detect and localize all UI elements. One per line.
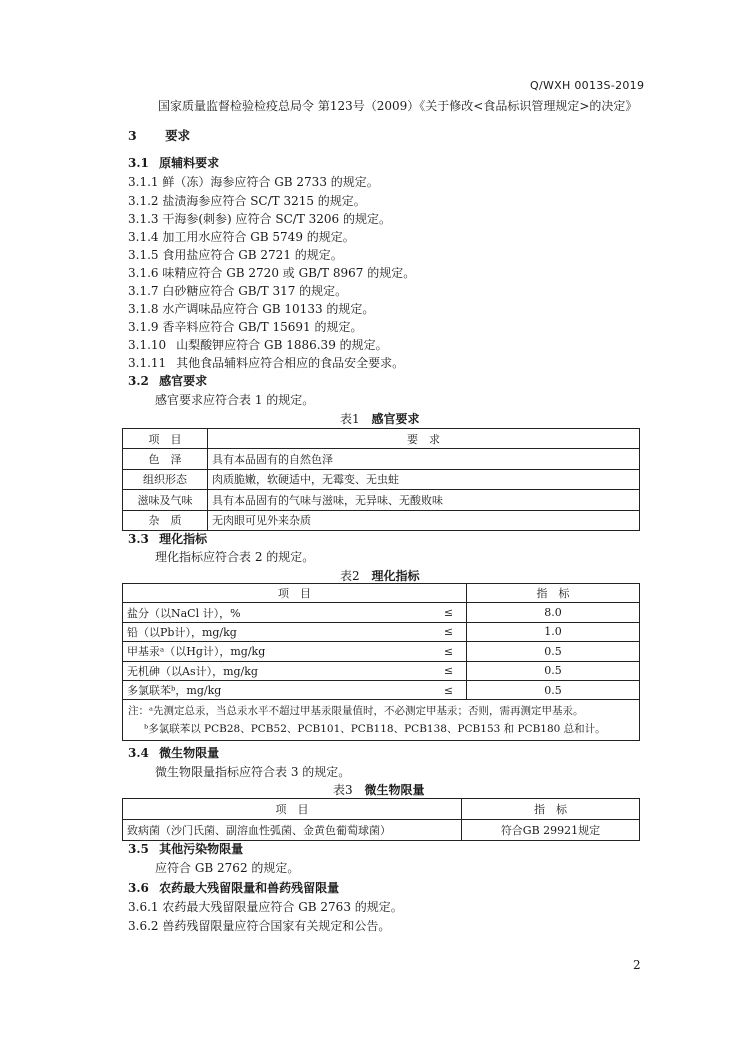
item-cell: 致病菌（沙门氏菌、副溶血性弧菌、金黄色葡萄球菌） bbox=[123, 820, 462, 841]
table-title: 感官要求 bbox=[371, 412, 420, 426]
item-cell: 色 泽 bbox=[123, 449, 208, 469]
standard-code: Q/WXH 0013S-2019 bbox=[530, 79, 645, 92]
table-row bbox=[123, 622, 640, 641]
value-cell: 符合GB 29921规定 bbox=[462, 820, 640, 841]
clause-3-1-6 bbox=[128, 264, 415, 281]
clause-text: 兽药残留限量应符合国家有关规定和公告。 bbox=[162, 919, 391, 933]
section-3-5-intro: 应符合 GB 2762 的规定。 bbox=[155, 861, 300, 875]
section-title: 原辅料要求 bbox=[159, 156, 220, 170]
requirement-cell: 肉质脆嫩，软硬适中，无霉变、无虫蛀 bbox=[208, 469, 640, 489]
clause-text: 白砂糖应符合 GB/T 317 的规定。 bbox=[162, 284, 348, 298]
item-cell: 无机砷（以As计），mg/kg bbox=[123, 661, 432, 680]
value-cell: 0.5 bbox=[467, 680, 640, 699]
clause-number: 3.1.10 bbox=[128, 338, 167, 352]
section-title: 感官要求 bbox=[159, 374, 208, 388]
operator-cell: ≤ bbox=[431, 661, 467, 680]
table-1-caption bbox=[340, 410, 419, 427]
clause-number: 3.1.1 bbox=[128, 175, 159, 189]
clause-text: 香辛料应符合 GB/T 15691 的规定。 bbox=[162, 320, 363, 334]
reference-line: 国家质量监督检验检疫总局令 第123号（2009）《关于修改<食品标识管理规定>的决定》 bbox=[158, 99, 638, 113]
section-number: 3.6 bbox=[128, 881, 149, 895]
clause-3-6-2 bbox=[128, 917, 390, 934]
requirement-cell: 具有本品固有的自然色泽 bbox=[208, 449, 640, 469]
table-number: 表1 bbox=[340, 412, 360, 426]
table-1-sensory bbox=[122, 428, 640, 531]
table-row bbox=[123, 680, 640, 699]
clause-text: 水产调味品应符合 GB 10133 的规定。 bbox=[162, 302, 375, 316]
value-cell: 0.5 bbox=[467, 661, 640, 680]
section-number: 3 bbox=[128, 128, 137, 143]
item-cell: 铅（以Pb计），mg/kg bbox=[123, 622, 432, 641]
table-row bbox=[123, 661, 640, 680]
table-header-row bbox=[123, 584, 640, 603]
section-number: 3.5 bbox=[128, 842, 149, 856]
section-number: 3.3 bbox=[128, 532, 149, 546]
clause-3-1-1 bbox=[128, 173, 379, 190]
table-title: 理化指标 bbox=[371, 569, 420, 583]
operator-cell: ≤ bbox=[431, 622, 467, 641]
section-3-3-intro: 理化指标应符合表 2 的规定。 bbox=[155, 550, 315, 564]
clause-number: 3.6.2 bbox=[128, 919, 159, 933]
clause-3-6-1 bbox=[128, 898, 403, 915]
clause-number: 3.1.2 bbox=[128, 194, 159, 208]
header-cell: 项 目 bbox=[123, 799, 462, 820]
section-3-4-intro: 微生物限量指标应符合表 3 的规定。 bbox=[155, 765, 351, 779]
clause-3-1-9 bbox=[128, 318, 362, 335]
requirement-cell: 具有本品固有的气味与滋味，无异味、无酸败味 bbox=[208, 490, 640, 510]
value-cell: 1.0 bbox=[467, 622, 640, 641]
header-cell: 项 目 bbox=[123, 584, 467, 603]
table-header-row bbox=[123, 799, 640, 820]
table-title: 微生物限量 bbox=[364, 783, 425, 797]
item-cell: 组织形态 bbox=[123, 469, 208, 489]
table-header-row bbox=[123, 429, 640, 449]
section-3-1-heading bbox=[128, 154, 219, 171]
section-3-heading bbox=[128, 126, 190, 144]
section-title: 其他污染物限量 bbox=[159, 842, 244, 856]
header-cell: 指 标 bbox=[462, 799, 640, 820]
clause-3-1-8 bbox=[128, 300, 374, 317]
table-2-physicochemical bbox=[122, 583, 640, 741]
clause-text: 山梨酸钾应符合 GB 1886.39 的规定。 bbox=[176, 338, 388, 352]
section-number: 3.4 bbox=[128, 746, 149, 760]
table-notes bbox=[123, 700, 640, 741]
clause-3-1-7 bbox=[128, 282, 347, 299]
header-cell: 项 目 bbox=[123, 429, 208, 449]
clause-3-1-10 bbox=[128, 336, 388, 353]
clause-text: 味精应符合 GB 2720 或 GB/T 8967 的规定。 bbox=[162, 266, 416, 280]
clause-number: 3.1.3 bbox=[128, 212, 159, 226]
clause-3-1-5 bbox=[128, 246, 343, 263]
item-cell: 甲基汞ᵃ（以Hg计），mg/kg bbox=[123, 642, 432, 661]
item-cell: 滋味及气味 bbox=[123, 490, 208, 510]
table-row bbox=[123, 449, 640, 469]
section-3-3-heading bbox=[128, 530, 207, 547]
clause-text: 食用盐应符合 GB 2721 的规定。 bbox=[162, 248, 343, 262]
section-title: 理化指标 bbox=[159, 532, 208, 546]
clause-number: 3.1.6 bbox=[128, 266, 159, 280]
item-cell: 盐分（以NaCl 计），% bbox=[123, 603, 432, 622]
clause-3-1-2 bbox=[128, 192, 366, 209]
table-note-b: ᵇ多氯联苯以 PCB28、PCB52、PCB101、PCB118、PCB138、PCB153 和 PCB180 总和计。 bbox=[144, 723, 606, 736]
header-cell: 指 标 bbox=[467, 584, 640, 603]
clause-text: 农药最大残留限量应符合 GB 2763 的规定。 bbox=[162, 900, 403, 914]
requirement-cell: 无肉眼可见外来杂质 bbox=[208, 510, 640, 530]
section-number: 3.1 bbox=[128, 156, 149, 170]
clause-number: 3.1.11 bbox=[128, 356, 167, 370]
operator-cell: ≤ bbox=[431, 603, 467, 622]
section-title: 微生物限量 bbox=[159, 746, 220, 760]
section-3-4-heading bbox=[128, 744, 219, 761]
table-note-row bbox=[123, 700, 640, 741]
clause-3-1-4 bbox=[128, 228, 355, 245]
table-row bbox=[123, 820, 640, 841]
table-row bbox=[123, 490, 640, 510]
clause-3-1-11 bbox=[128, 354, 404, 371]
table-3-caption bbox=[333, 781, 424, 798]
operator-cell: ≤ bbox=[431, 680, 467, 699]
value-cell: 0.5 bbox=[467, 642, 640, 661]
clause-3-1-3 bbox=[128, 210, 391, 227]
section-3-2-heading bbox=[128, 372, 207, 389]
clause-text: 盐渍海参应符合 SC/T 3215 的规定。 bbox=[162, 194, 366, 208]
table-row bbox=[123, 603, 640, 622]
section-3-2-intro: 感官要求应符合表 1 的规定。 bbox=[155, 393, 315, 407]
table-row bbox=[123, 510, 640, 530]
section-3-5-heading bbox=[128, 840, 243, 857]
section-number: 3.2 bbox=[128, 374, 149, 388]
clause-number: 3.1.9 bbox=[128, 320, 159, 334]
table-number: 表3 bbox=[333, 783, 353, 797]
section-3-6-heading bbox=[128, 879, 339, 896]
clause-number: 3.1.5 bbox=[128, 248, 159, 262]
section-title: 要求 bbox=[165, 128, 191, 143]
clause-number: 3.6.1 bbox=[128, 900, 159, 914]
operator-cell: ≤ bbox=[431, 642, 467, 661]
page-number: 2 bbox=[633, 958, 641, 972]
item-cell: 多氯联苯ᵇ，mg/kg bbox=[123, 680, 432, 699]
table-row bbox=[123, 469, 640, 489]
table-number: 表2 bbox=[340, 569, 360, 583]
clause-number: 3.1.8 bbox=[128, 302, 159, 316]
section-title: 农药最大残留限量和兽药残留限量 bbox=[159, 881, 340, 895]
value-cell: 8.0 bbox=[467, 603, 640, 622]
clause-text: 干海参(刺参) 应符合 SC/T 3206 的规定。 bbox=[162, 212, 391, 226]
clause-number: 3.1.7 bbox=[128, 284, 159, 298]
clause-number: 3.1.4 bbox=[128, 230, 159, 244]
table-row bbox=[123, 642, 640, 661]
header-cell: 要 求 bbox=[208, 429, 640, 449]
table-2-caption bbox=[340, 567, 419, 584]
table-3-microbial bbox=[122, 798, 640, 841]
clause-text: 加工用水应符合 GB 5749 的规定。 bbox=[162, 230, 355, 244]
clause-text: 鲜（冻）海参应符合 GB 2733 的规定。 bbox=[162, 175, 379, 189]
item-cell: 杂 质 bbox=[123, 510, 208, 530]
clause-text: 其他食品辅料应符合相应的食品安全要求。 bbox=[176, 356, 405, 370]
table-note-a: 注：ᵃ先测定总汞，当总汞水平不超过甲基汞限量值时，不必测定甲基汞；否则，需再测定甲基汞。 bbox=[128, 705, 584, 718]
